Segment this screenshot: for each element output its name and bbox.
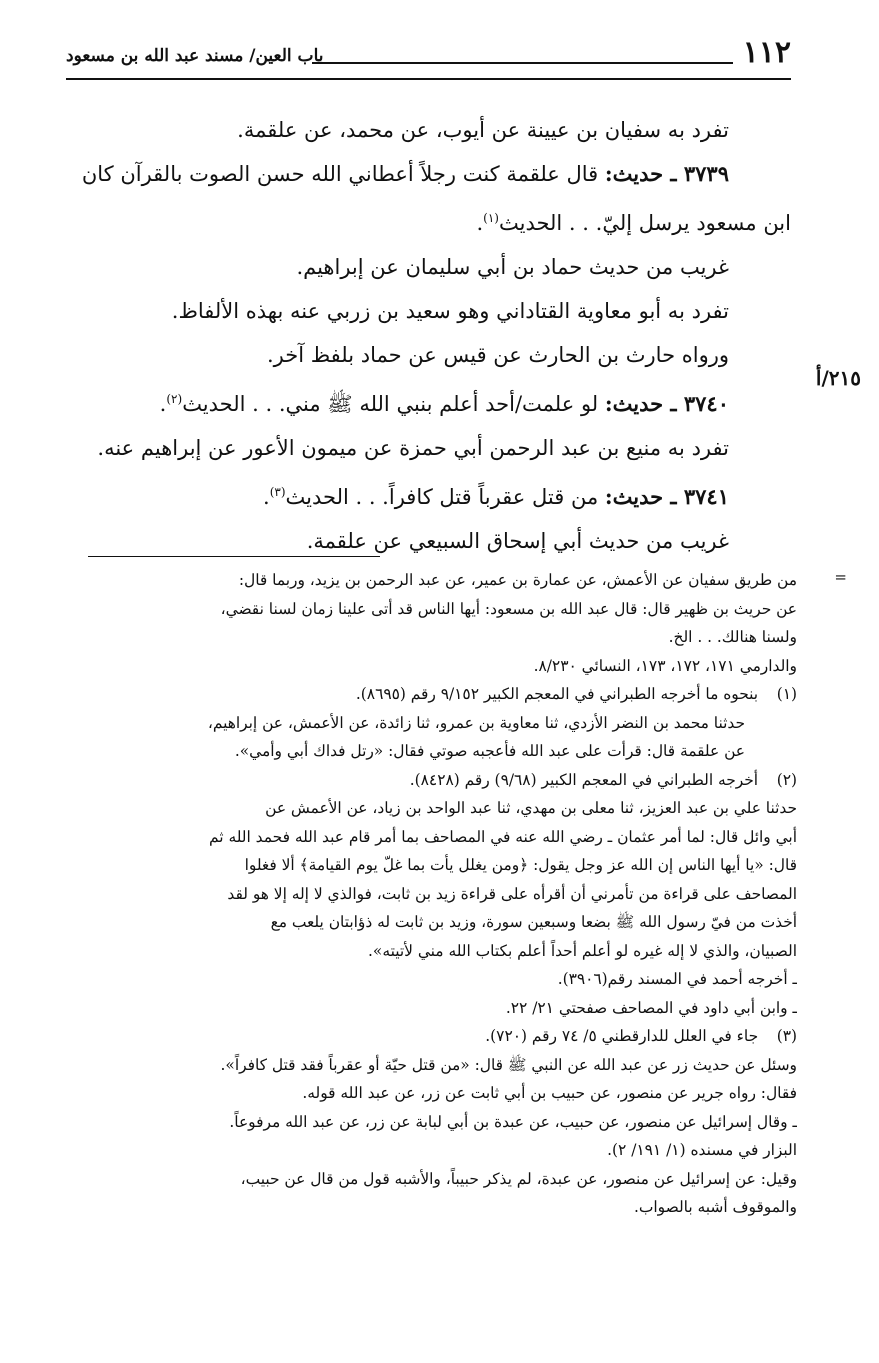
- hadith-text: من قتل عقرباً قتل كافراً. . . الحديث: [285, 485, 605, 509]
- footnote-line: وقيل: عن إسرائيل عن منصور، عن عبدة، لم يذكر حبيباً، والأشبه قول من قال عن حبيب،: [240, 1169, 797, 1188]
- footnote-line: ـ وابن أبي داود في المصاحف صفحتي ٢١/ ٢٢.: [505, 998, 797, 1017]
- body-line: ورواه حارث بن الحارث عن قيس عن حماد بلفظ آخر.: [266, 343, 729, 367]
- manuscript-folio-note: ٢١٥/أ: [815, 366, 861, 390]
- footnote-text: بنحوه ما أخرجه الطبراني في المعجم الكبير ٩/١٥٢ رقم (٨٦٩٥).: [355, 685, 759, 703]
- footnote-mark: (٢): [776, 770, 797, 789]
- footnote-1: [66, 680, 797, 709]
- line-end: .: [159, 392, 167, 416]
- footnote-text: جاء في العلل للدارقطني ٥/ ٧٤ رقم (٧٢٠).: [485, 1027, 759, 1045]
- hadith-number: ٣٧٤٠ ـ حديث:: [604, 391, 729, 416]
- hadith-text: قال علقمة كنت رجلاً أعطاني الله حسن الصوت بالقرآن كان: [81, 162, 605, 186]
- hadith-3741: [70, 470, 791, 519]
- hadith-text: لو علمت/أحد أعلم بنبي الله ﷺ مني. . . الحديث: [182, 392, 605, 416]
- continuation-mark: =: [834, 568, 847, 586]
- line-end: .: [263, 485, 270, 509]
- footnote-line: البزار في مسنده (١/ ١٩١/ ٢).: [607, 1141, 797, 1159]
- body-line: غريب من حديث حماد بن أبي سليمان عن إبراهيم.: [296, 255, 729, 279]
- hadith-3739: [70, 152, 791, 196]
- footnote-line: أبي وائل قال: لما أمر عثمان ـ رضي الله عنه في المصاحف بما أمر قام عبد الله فحمد الله ثم: [209, 827, 797, 846]
- footnote-mark: (٣): [776, 1027, 797, 1045]
- footnote-line: والدارمي ١٧١، ١٧٢، ١٧٣، النسائي ٨/٢٣٠.: [533, 656, 797, 675]
- body-line: تفرد به أبو معاوية القتاداني وهو سعيد بن زربي عنه بهذه الألفاظ.: [171, 299, 729, 323]
- footnote-line: الصبيان، والذي لا إله غيره لو أعلم أحداً أعلم بكتاب الله مني لأتيته».: [368, 941, 797, 960]
- hadith-number: ٣٧٤١ ـ حديث:: [604, 484, 729, 509]
- footnote-line: ـ وقال إسرائيل عن منصور، عن حبيب، عن عبدة بن أبي لبابة عن زر، عن عبد الله مرفوعاً.: [229, 1112, 797, 1131]
- footnote-3: [66, 1022, 797, 1051]
- body-line: غريب من حديث أبي إسحاق السبيعي عن علقمة.: [306, 529, 729, 553]
- footnote-line: من طريق سفيان عن الأعمش، عن عمارة بن عمير، عن عبد الرحمن بن يزيد، وربما قال:: [238, 571, 797, 589]
- footnote-ref: (٣): [269, 485, 286, 499]
- hadith-3739-cont: [70, 196, 791, 245]
- footnote-line: والموقوف أشبه بالصواب.: [634, 1198, 797, 1216]
- footnotes: [66, 566, 847, 1222]
- footnote-line: قال: «يا أيها الناس إن الله عز وجل يقول: ﴿ومن يغلل يأت بما غلّ يوم القيامة﴾ ألا فغلوا: [244, 856, 797, 874]
- footnote-line: وسئل عن حديث زر عن عبد الله عن النبي ﷺ قال: «من قتل حيّة أو عقرباً فقد قتل كافراً».: [220, 1055, 797, 1074]
- footnote-line: عن حريث بن ظهير قال: قال عبد الله بن مسعود: أيها الناس قد أتى علينا زمان لسنا نقضي،: [220, 599, 797, 618]
- footnote-ref: (١): [483, 211, 499, 225]
- main-text: [70, 108, 791, 563]
- body-line: تفرد به منيع بن عبد الرحمن أبي حمزة عن ميمون الأعور عن إبراهيم عنه.: [97, 436, 729, 460]
- footnote-line: أخذت من فيّ رسول الله ﷺ بضعا وسبعين سورة، وزيد بن ثابت له ذؤابتان يلعب مع: [270, 913, 797, 931]
- footnote-line: عن علقمة قال: قرأت على عبد الله فأعجبه صوتي فقال: «رتل فداك أبي وأمي».: [234, 742, 745, 760]
- footnote-line: حدثنا علي بن عبد العزيز، ثنا معلى بن مهدي، ثنا عبد الواحد بن زياد، عن الأعمش عن: [265, 799, 797, 817]
- line-end: .: [476, 211, 484, 235]
- header-underline: [66, 78, 791, 80]
- footnote-line: حدثنا محمد بن النضر الأزدي، ثنا معاوية بن عمرو، ثنا زائدة، عن الأعمش، عن إبراهيم،: [207, 713, 745, 732]
- hadith-number: ٣٧٣٩ ـ حديث:: [604, 161, 729, 186]
- footnote-2: [66, 766, 797, 795]
- body-line: تفرد به سفيان بن عيينة عن أيوب، عن محمد، عن علقمة.: [237, 118, 729, 142]
- hadith-3740: [70, 377, 791, 426]
- hadith-text: ابن مسعود يرسل إليّ. . . الحديث: [498, 211, 791, 235]
- running-title: باب العين/ مسند عبد الله بن مسعود: [66, 46, 324, 66]
- footnote-mark: (١): [776, 685, 797, 703]
- footnote-line: فقال: رواه جرير عن منصور، عن حبيب بن أبي ثابت عن زر، عن عبد الله قوله.: [302, 1084, 797, 1102]
- footnote-line: المصاحف على قراءة من تأمرني أن أقرأه على قراءة زيد بن ثابت، فوالذي لا إله إلا هو لقد: [227, 884, 797, 903]
- footnote-line: ولسنا هنالك. . . الخ.: [668, 628, 797, 646]
- footnote-line: ـ أخرجه أحمد في المسند رقم(٣٩٠٦).: [557, 970, 797, 988]
- footnote-text: أخرجه الطبراني في المعجم الكبير (٩/٦٨) رقم (٨٤٢٨).: [409, 770, 759, 789]
- page-number: ١١٢: [742, 35, 791, 70]
- footnote-separator: [88, 556, 380, 557]
- header-rule: [312, 62, 733, 64]
- footnote-ref: (٢): [166, 392, 183, 406]
